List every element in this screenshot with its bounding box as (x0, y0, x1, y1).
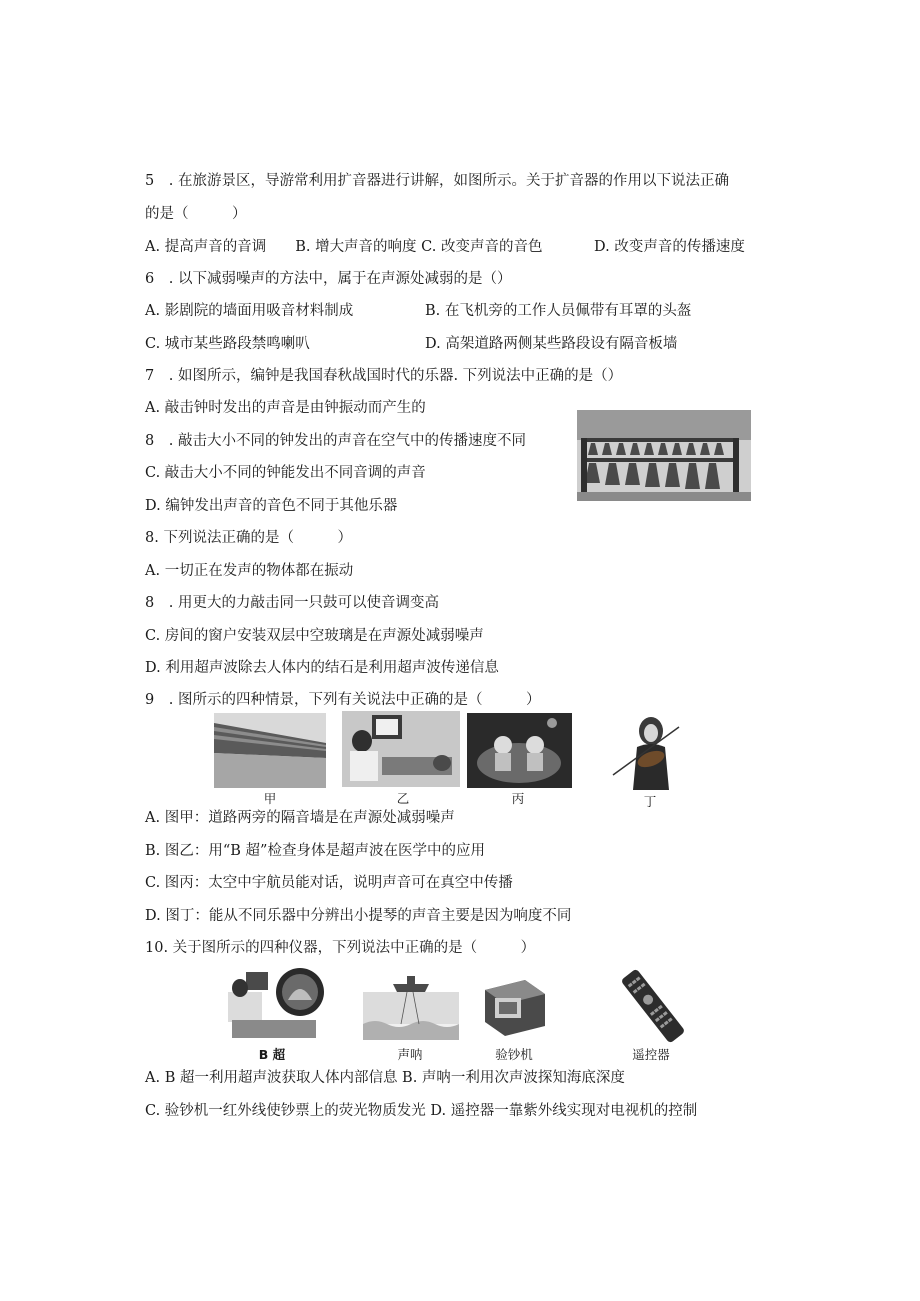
q9-option-c: C. 图丙：太空中宇航员能对话，说明声音可在真空中传播 (145, 875, 513, 891)
q5-stem-line2: 的是（ ） (145, 206, 247, 222)
girl-playing-violin-image (607, 713, 687, 790)
q8-stem: 8. 下列说法正确的是（ ） (145, 530, 352, 546)
q7-option-c: C. 敲击大小不同的钟能发出不同音调的声音 (145, 465, 426, 481)
q5-options-abc: A. 提高声音的音调 B. 增大声音的响度 C. 改变声音的音色 (145, 239, 543, 255)
sonar-diagram-image (363, 968, 459, 1040)
q6-option-a: A. 影剧院的墙面用吸音材料制成 (145, 303, 354, 319)
q10-options-cd: C. 验钞机一红外线使钞票上的荧光物质发光 D. 遥控器一靠紫外线实现对电视机的控制 (145, 1103, 698, 1119)
q6-stem: 6 . 以下减弱噪声的方法中，属于在声源处减弱的是（） (145, 271, 512, 287)
q9-caption-bing: 丙 (511, 791, 525, 806)
bianzhong-bells-image (577, 410, 751, 501)
q6-option-c: C. 城市某些路段禁鸣喇叭 (145, 336, 310, 352)
money-detector-image (477, 968, 551, 1040)
q8-option-a: A. 一切正在发声的物体都在振动 (145, 563, 354, 579)
q10-caption-money-detector: 验钞机 (495, 1047, 533, 1062)
q6-option-d: D. 高架道路两侧某些路段设有隔音板墙 (425, 336, 678, 352)
q10-caption-sonar: 声呐 (397, 1047, 423, 1062)
q10-caption-remote-control: 遥控器 (632, 1047, 670, 1062)
sound-barrier-wall-image (214, 713, 326, 788)
q10-options-ab: A. B 超一利用超声波获取人体内部信息 B. 声呐一利用次声波探知海底深度 (145, 1070, 625, 1086)
q9-option-d: D. 图丁：能从不同乐器中分辨出小提琴的声音主要是因为响度不同 (145, 908, 572, 924)
q8-option-d: D. 利用超声波除去人体内的结石是利用超声波传递信息 (145, 660, 499, 676)
b-ultrasound-device-image (222, 966, 326, 1044)
q7-option-a: A. 敲击钟时发出的声音是由钟振动而产生的 (145, 400, 426, 416)
q10-caption-b-ultrasound: B 超 (258, 1047, 286, 1062)
q7-option-d: D. 编钟发出声音的音色不同于其他乐器 (145, 498, 398, 514)
q9-option-b: B. 图乙：用“B 超”检查身体是超声波在医学中的应用 (145, 843, 485, 859)
b-ultrasound-exam-image (342, 711, 460, 787)
q9-option-a: A. 图甲：道路两旁的隔音墙是在声源处减弱噪声 (145, 810, 455, 826)
q9-stem: 9 . 图所示的四种情景，下列有关说法中正确的是（ ） (145, 692, 541, 708)
q10-stem: 10. 关于图所示的四种仪器，下列说法中正确的是（ ） (145, 940, 536, 956)
q7-option-b: 8 . 敲击大小不同的钟发出的声音在空气中的传播速度不同 (145, 433, 526, 449)
q9-caption-jia: 甲 (263, 791, 277, 806)
q5-stem-line1: 5 . 在旅游景区，导游常利用扩音器进行讲解，如图所示。关于扩音器的作用以下说法正确 (145, 173, 729, 189)
q5-option-d: D. 改变声音的传播速度 (594, 239, 745, 255)
q9-caption-yi: 乙 (396, 791, 410, 806)
q8-option-b: 8 . 用更大的力敲击同一只鼓可以使音调变高 (145, 595, 439, 611)
q8-option-c: C. 房间的窗户安装双层中空玻璃是在声源处减弱噪声 (145, 628, 484, 644)
astronauts-in-space-image (467, 713, 572, 788)
remote-control-image (611, 966, 694, 1044)
q7-stem: 7 . 如图所示，编钟是我国春秋战国时代的乐器. 下列说法中正确的是（） (145, 368, 623, 384)
q9-caption-ding: 丁 (643, 794, 657, 809)
q6-option-b: B. 在飞机旁的工作人员佩带有耳罩的头盔 (425, 303, 692, 319)
